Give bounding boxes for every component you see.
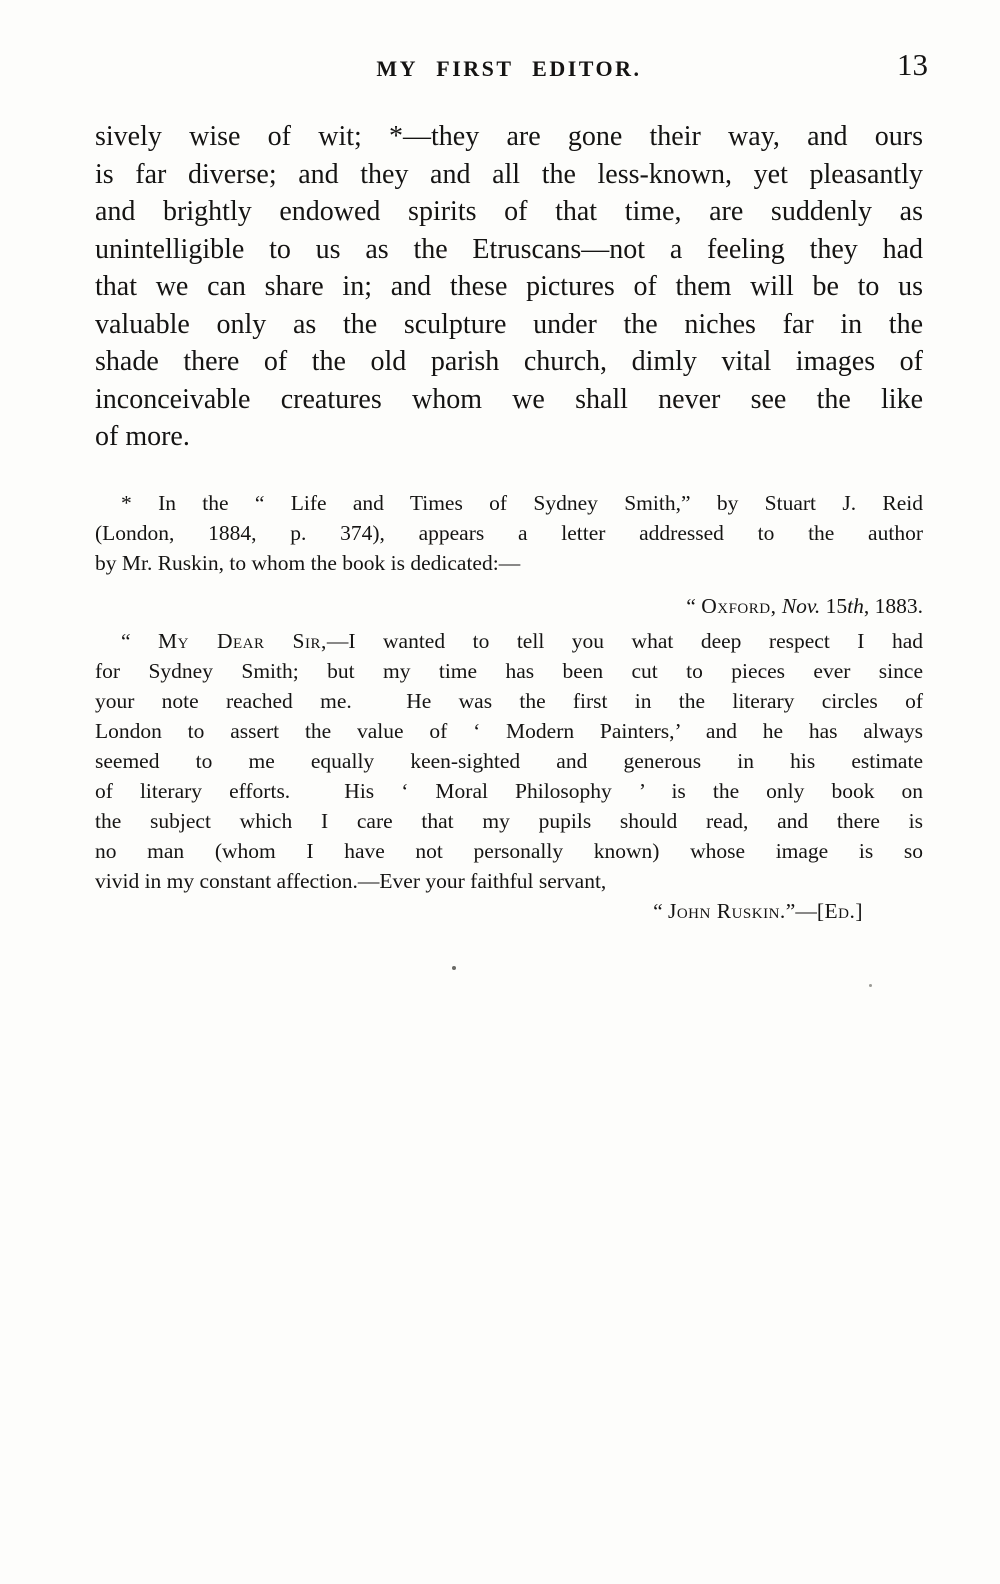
body-paragraph (95, 118, 923, 456)
page-number: 13 (897, 47, 928, 82)
body-line: that we can share in; and these pictures of them will be to us (95, 271, 923, 302)
signature-name: John Ruskin. (667, 899, 786, 923)
body-line-last: of more. (95, 421, 190, 452)
letter-line-first (95, 626, 923, 656)
letter-line: no man (whom I have not personally known) whose image is so (95, 839, 923, 863)
body-line: unintelligible to us as the Etruscans—not a feeling they had (95, 233, 923, 265)
footnote (95, 488, 923, 926)
letter-salutation: My Dear Sir, (158, 629, 327, 653)
dateline-day: 15 (820, 594, 848, 618)
dateline-place: Oxford, (701, 594, 777, 618)
letter-first-line-rest: —I wanted to tell you what deep respect I had (326, 629, 923, 653)
letter-line: your note reached me. He was the first in the literary circles of (95, 689, 923, 713)
body-line: valuable only as the sculpture under the niches far in the (95, 308, 923, 340)
editor-tag: [Ed.] (816, 899, 863, 923)
footnote-line: (London, 1884, p. 374), appears a letter addressed to the author (95, 521, 923, 545)
ink-speck (452, 966, 456, 970)
ink-speck (869, 984, 872, 987)
letter-open-quote: “ (121, 629, 159, 653)
signature-open-quote: “ (653, 899, 668, 923)
letter-paragraph (95, 626, 923, 896)
dateline-year: , 1883. (863, 594, 923, 618)
body-line: is far diverse; and they and all the less-known, yet pleasantly (95, 158, 923, 190)
body-line: shade there of the old parish church, dimly vital images of (95, 346, 923, 377)
dateline-day-suffix: th (847, 594, 864, 618)
body-line: inconceivable creatures whom we shall never see the like (95, 383, 923, 415)
letter-line: seemed to me equally keen-sighted and generous in his estimate (95, 749, 923, 773)
letter-line: for Sydney Smith; but my time has been cut to pieces ever since (95, 659, 923, 683)
footnote-line: * In the “ Life and Times of Sydney Smith,” by Stuart J. Reid (121, 491, 923, 515)
dateline-open-quote: “ (686, 594, 702, 618)
running-head-title: MY FIRST EDITOR. (376, 56, 642, 81)
letter-line: of literary efforts. His ‘ Moral Philosophy ’ is the only book on (95, 779, 923, 803)
letter-line: the subject which I care that my pupils should read, and there is (95, 809, 923, 833)
signature-line (95, 896, 923, 926)
footnote-dateline (95, 591, 923, 621)
body-line: and brightly endowed spirits of that time, are suddenly as (95, 196, 923, 227)
dateline-month: Nov. (776, 594, 821, 618)
footnote-line: by Mr. Ruskin, to whom the book is dedicated:— (95, 551, 521, 575)
signature-separator: ”— (785, 899, 817, 923)
letter-line: London to assert the value of ‘ Modern Painters,’ and he has always (95, 719, 923, 743)
body-line: sively wise of wit; *—they are gone their way, and ours (95, 121, 923, 152)
letter-line-last: vivid in my constant affection.—Ever your faithful servant, (95, 869, 607, 893)
